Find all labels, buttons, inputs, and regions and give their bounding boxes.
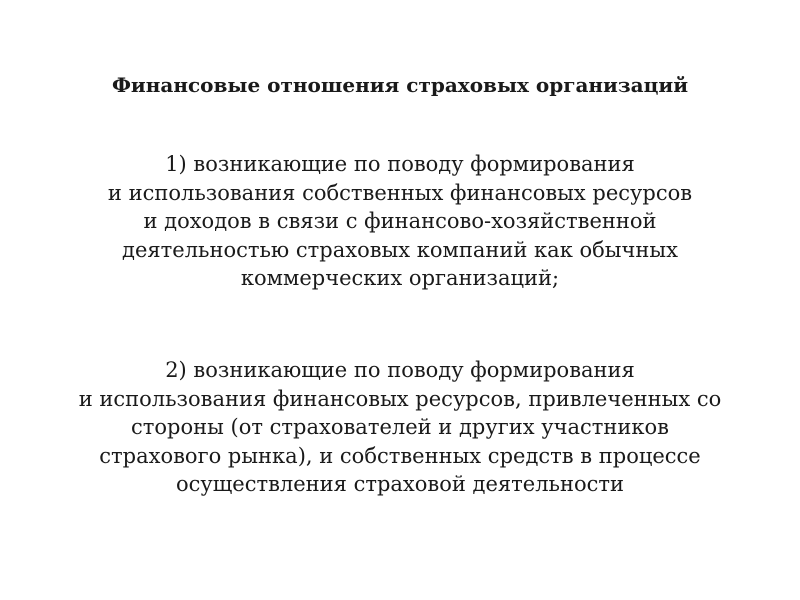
slide-title: Финансовые отношения страховых организаций — [111, 73, 689, 97]
paragraph-2-line-2: и использования финансовых ресурсов, привлеченных со — [78, 386, 722, 411]
paragraph-2-line-3: стороны (от страхователей и других участников — [131, 415, 669, 439]
paragraph-1 — [30, 150, 770, 293]
paragraph-2-line-1: 2) возникающие по поводу формирования — [165, 358, 635, 382]
paragraph-1-line-5: коммерческих организаций; — [240, 266, 560, 290]
paragraph-2-line-4: страхового рынка), и собственных средств в процессе — [99, 443, 701, 468]
paragraph-1-line-4: деятельностью страховых компаний как обычных — [122, 237, 678, 262]
paragraph-1-line-2: и использования собственных финансовых ресурсов — [107, 180, 693, 205]
paragraph-1-line-1: 1) возникающие по поводу формирования — [165, 152, 635, 176]
paragraph-1-line-3: и доходов в связи с финансово-хозяйственной — [143, 209, 657, 233]
paragraph-2 — [30, 356, 770, 499]
paragraph-2-line-5: осуществления страховой деятельности — [175, 472, 624, 496]
